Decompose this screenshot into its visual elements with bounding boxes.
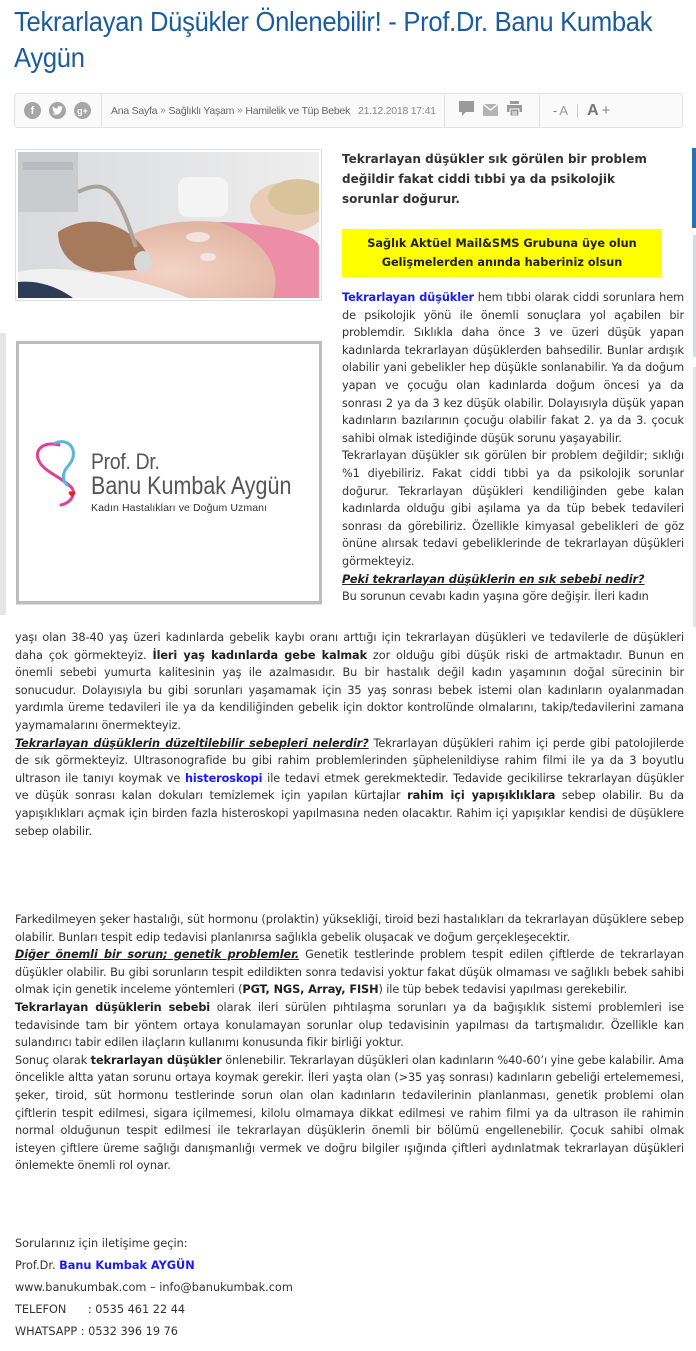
logo-title: Prof. Dr. <box>91 449 160 474</box>
publish-date: 21.12.2018 17:41 <box>358 104 436 117</box>
bold-text: PGT, NGS, Array, FISH <box>242 983 379 997</box>
print-icon[interactable] <box>507 101 522 120</box>
contact-phone-line <box>15 1299 684 1321</box>
paragraph: Farkedilmeyen şeker hastalığı, süt hormonu (prolaktin) yüksekliği, tiroid bezi hastalıkları da tekrarlayan düşüklere sebep olabilir. Bunları tespit edip tedavisi planlanırsa sağlıkla gebelik oluşacak ve doğum gerçekleşecektir. <box>15 913 684 944</box>
plus-icon: + <box>601 101 611 119</box>
font-decrease-letter: A <box>559 102 569 118</box>
paragraph <box>15 735 684 841</box>
breadcrumb-separator: » <box>237 105 243 116</box>
breadcrumb-subcategory[interactable]: Hamilelik ve Tüp Bebek <box>245 104 350 117</box>
breadcrumb <box>102 94 445 127</box>
font-size-controls <box>540 94 611 127</box>
breadcrumb-home[interactable]: Ana Sayfa <box>111 104 158 117</box>
article-body-lower <box>15 911 684 1175</box>
paragraph <box>15 1052 684 1175</box>
bold-text: tekrarlayan düşükler <box>90 1053 222 1067</box>
whatsapp-label: WHATSAPP <box>15 1325 78 1338</box>
contact-whatsapp-line <box>15 1321 684 1343</box>
facebook-icon[interactable]: f <box>24 102 41 119</box>
phone-number[interactable]: 0535 461 22 44 <box>95 1303 186 1316</box>
histeroskopi-link[interactable]: histeroskopi <box>184 771 263 785</box>
contact-name-line <box>15 1255 684 1277</box>
contact-web-mail[interactable]: www.banukumbak.com – info@banukumbak.com <box>15 1281 293 1294</box>
keyword-link[interactable]: Tekrarlayan düşükler <box>342 291 475 304</box>
font-increase-button[interactable] <box>587 102 610 120</box>
comment-icon[interactable] <box>459 101 474 121</box>
paragraph <box>342 571 684 589</box>
contact-block <box>15 1233 684 1343</box>
bold-text: rahim içi yapışıklıklara <box>407 789 556 803</box>
ultrasound-photo <box>18 152 319 298</box>
logo-name: Banu Kumbak Aygün <box>91 472 292 500</box>
minus-icon: - <box>552 101 558 118</box>
logo-specialty: Kadın Hastalıkları ve Doğum Uzmanı <box>91 502 268 514</box>
section-question: Tekrarlayan düşüklerin düzeltilebilir sebepleri nelerdir? <box>15 736 369 750</box>
breadcrumb-separator: » <box>160 105 166 116</box>
newsletter-promo-banner[interactable] <box>342 229 662 277</box>
article-body-full <box>15 629 684 840</box>
paragraph-text: sebep olabilir. Bu da yapışıklıkları açmak için birden fazla histeroskopi yapılmasına neden olacaktır. Rahim içi yapışıklar kendisi de düşüklere sebep olabilir. <box>15 789 684 838</box>
breadcrumb-category[interactable]: Sağlıklı Yaşam <box>168 104 235 117</box>
paragraph <box>342 289 684 447</box>
paragraph-text: yaşı olan 38-40 yaş üzeri kadınlarda gebelik kaybı oranı arttığı için tekrarlayan düşükleri ve tedavilerle de düşükleri daha çok görmekteyiz. <box>15 631 684 662</box>
paragraph: Bu sorunun cevabı kadın yaşına göre değişir. İleri kadın <box>342 590 649 604</box>
social-share-group <box>15 94 102 127</box>
left-edge-overlay <box>0 333 6 615</box>
whatsapp-separator: : <box>77 1325 89 1338</box>
paragraph <box>15 999 684 1052</box>
bold-text: Tekrarlayan düşüklerin sebebi <box>15 1000 211 1014</box>
paragraph-text: ) ile tüp bebek tedavisi yapılması gerekebilir. <box>378 983 628 997</box>
doctor-logo-banner <box>16 341 322 604</box>
section-question: Peki tekrarlayan düşüklerin en sık sebebi nedir? <box>342 572 645 586</box>
contact-prefix: Prof.Dr. <box>15 1259 60 1272</box>
right-edge-blue-bar <box>692 148 696 228</box>
paragraph <box>15 946 684 999</box>
divider <box>577 104 578 118</box>
article-actions <box>445 94 540 127</box>
promo-line-1: Sağlık Aktüel Mail&SMS Grubuna üye olun <box>367 237 637 250</box>
paragraph-text: Genetik testlerinde problem tespit edilen çiftlerde de tekrarlayan düşükler olabilir. Bu gibi sorunların tespit edildikten sonra tedavisi yoktur fakat düşük olmaması ve sağlıklı bebek sahibi olmak için genetik inceleme yöntemleri ( <box>15 948 684 997</box>
contact-intro: Sorularınız için iletişime geçin: <box>15 1237 188 1250</box>
font-decrease-button[interactable] <box>553 102 568 120</box>
whatsapp-number[interactable]: 0532 396 19 76 <box>88 1325 178 1338</box>
twitter-icon[interactable] <box>49 102 66 119</box>
phone-separator: : <box>66 1303 96 1316</box>
logo-mark-icon <box>31 439 89 509</box>
google-plus-icon[interactable]: g+ <box>74 102 91 119</box>
bold-text: İleri yaş kadınlarda gebe kalmak <box>152 648 367 662</box>
font-increase-letter: A <box>587 101 599 119</box>
article-lead: Tekrarlayan düşükler sık görülen bir problem değildir fakat ciddi tıbbi ya da psikolojik sorunlar doğurur. <box>342 152 647 206</box>
paragraph <box>15 629 684 735</box>
paragraph-text: Tekrarlayan düşükleri rahim içi perde gibi patolojilerde de sık görmekteyiz. Ultrasonografide bu gibi rahim problemlerinden şüphelenildiyse rahim filmi ile ya da 3 boyutlu ultrason ile tanıyı koymak ve <box>15 736 684 785</box>
article-title: Tekrarlayan Düşükler Önlenebilir! - Prof.Dr. Banu Kumbak Aygün <box>14 6 653 73</box>
paragraph-text: zor olduğu gibi düşük riski de artmaktadır. Bunun en önemli sebebi yumurta kalitesinin yaş ile azalmasıdır. Bu bir hastalık değil kadın yaşamının doğal sürecinin bir sonucudur. Dolayısıyla bu gibi sorunları yaşamamak için 35 yaş sonrası bebek istemi olan kadınların oyalanmadan yardımla üreme tedavileri ile ya da kendiliğinden gebelik için doktor kontrolünde olmalarını, takip/tedavilerini zamana yaymamalarını önermekteyiz. <box>15 648 684 732</box>
article-toolbar <box>14 93 683 128</box>
paragraph-text: Sonuç olarak <box>15 1053 91 1067</box>
contact-name[interactable]: Banu Kumbak AYGÜN <box>59 1259 195 1272</box>
mail-icon[interactable] <box>483 101 498 120</box>
article-image <box>15 149 322 301</box>
section-question: Diğer önemli bir sorun; genetik problemler. <box>15 948 300 962</box>
phone-label: TELEFON <box>15 1303 67 1316</box>
paragraph-text: olarak ileri sürülen pıhtılaşma sorunları ya da bağışıklık sistemi problemleri ise tedavisinde tam bir yöntem ortaya konulamayan sorunlar olup tedavisinin yapılması da tartışmalıdır. Özellikle kan sulandırıcı tabir edilen ilaçların kullanımı konusunda fikir birliği yoktur. <box>15 1000 684 1050</box>
paragraph-text: önlenebilir. Tekrarlayan düşükleri olan kadınların %40-60’ı yine gebe kalabilir. Ama öncelikle altta yatan sorunu ortaya koymak gerekir. İleri yaşta olan (>35 yaş sonrası) kadınların gebeliği ertelememesi, şeker, tiroid, süt hormonu testlerinde sorun olan olan kadınların tedavilerinin planlanması, genetik problemi olan çiftlerin tespit edilmesi, sigara içilmemesi, kilolu olmamaya dikkat edilmesi ve rahim filmi ya da ultrason ile rahimin normal olduğunun tespit edilmesi ile tekrarlayan düşüklerin önemli bir bölümü engellenebilir. Çocuk sahibi olmak isteyen çiftlere üreme sağlığı danışmanlığı vermek ve doğru bilgiler ışığında çiftleri aydınlatmak tekrarlayan düşükleri önlemekte önemli rol oynar. <box>15 1053 684 1173</box>
paragraph: Tekrarlayan düşükler sık görülen bir problem değildir; sıklığı %1 diyebiliriz. Fakat ciddi tıbbi ya da psikolojik sorunlar doğurur. Tekrarlayan düşükleri kendiliğinden gebe kalan kadınlarda olduğu gibi aşılama ya da tüp bebek tedavileri sonrası da görebiliriz. Özellikle kimyasal gebelikleri de göz önüne alırsak tedavi gebeliklerinde de tekrarlayan düşükleri görmekteyiz. <box>342 449 684 568</box>
paragraph-text: ile tedavi etmek gerekmektedir. Tedavide gecikilirse tekrarlayan düşükler ve düşük sonrası kalan dokuları temizlemek için yapılan kürtajlar <box>15 771 684 803</box>
promo-line-2: Gelişmelerden anında haberiniz olsun <box>381 256 623 269</box>
paragraph-text: hem tıbbi olarak ciddi sorunlara hem de psikolojik yönü ile önemli sonuçlara yol açabilen bir problemdir. Sıklıkla daha önce 3 ve üzeri düşük yapan kadınlarda tekrarlayan düşüklerden bahsedilir. Bunlar ardışık olabilir yani gebelikler hep düşükle sonlanabilir. Ya da doğum yapan ve çocuğu olan kadınlarda doğum öncesi ya da sonrası 2 ya da 3 kez düşük olabilir. Dolayısıyla düşük yapan kadınların bazılarının çocuğu olabilir fakat 2. ya da 3. çocuk sahibi olmak istediğinde düşük sorunu yaşayabilir. <box>342 291 684 445</box>
article-body-column <box>342 289 684 606</box>
